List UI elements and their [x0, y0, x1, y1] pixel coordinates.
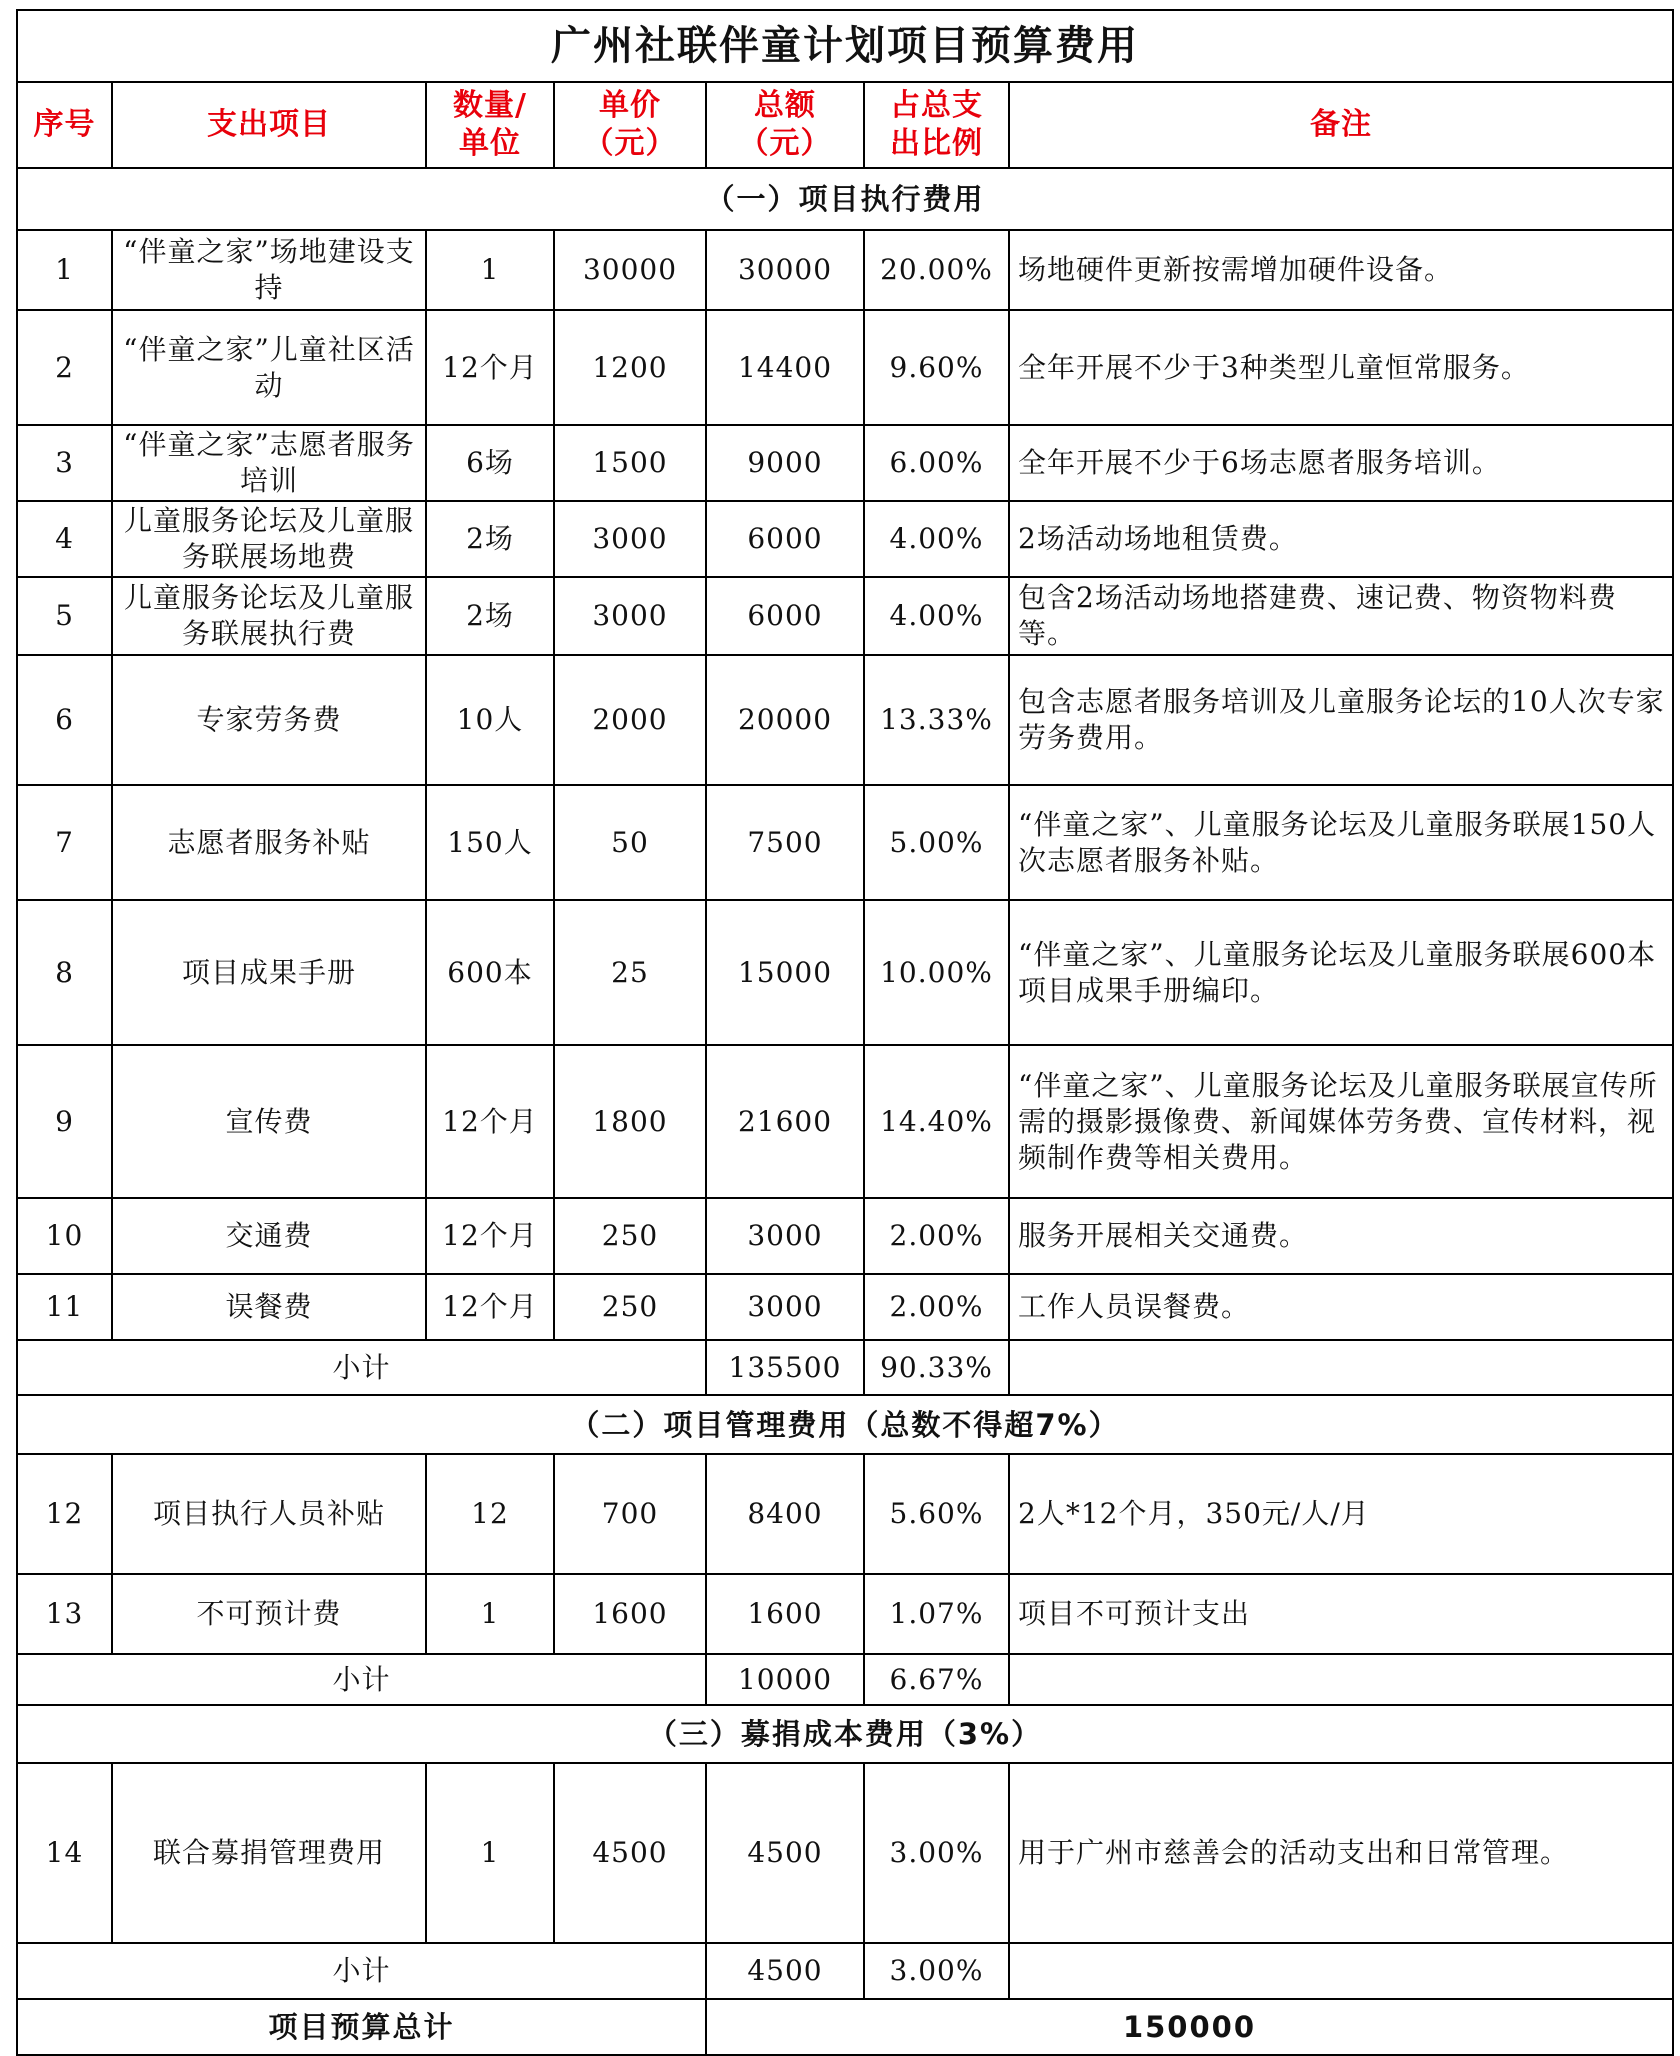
- table-row: [17, 900, 1673, 1045]
- subtotal-ratio: 6.67%: [864, 1654, 1009, 1705]
- subtotal-row-management: [17, 1654, 1673, 1705]
- subtotal-label: 小计: [17, 1943, 706, 1999]
- row-ratio: 1.07%: [864, 1574, 1009, 1654]
- subtotal-row-execution: [17, 1340, 1673, 1395]
- row-note: “伴童之家”、儿童服务论坛及儿童服务联展150人次志愿者服务补贴。: [1009, 785, 1673, 900]
- row-ratio: 4.00%: [864, 501, 1009, 577]
- header-note: 备注: [1009, 82, 1673, 168]
- row-unit-price: 250: [554, 1198, 706, 1274]
- header-row: [17, 82, 1673, 168]
- row-note: 包含2场活动场地搭建费、速记费、物资物料费等。: [1009, 577, 1673, 655]
- row-note: 全年开展不少于3种类型儿童恒常服务。: [1009, 310, 1673, 425]
- row-unit-price: 1600: [554, 1574, 706, 1654]
- table-row: [17, 655, 1673, 785]
- section-title-fundraising: （三）募捐成本费用（3%）: [17, 1705, 1673, 1763]
- row-qty: 12: [426, 1454, 554, 1574]
- row-unit-price: 1200: [554, 310, 706, 425]
- section-execution-rows: [17, 230, 1673, 1340]
- row-item: 宣传费: [112, 1045, 426, 1198]
- header-item: 支出项目: [112, 82, 426, 168]
- row-ratio: 13.33%: [864, 655, 1009, 785]
- row-seq: 1: [17, 230, 112, 310]
- subtotal-ratio: 90.33%: [864, 1340, 1009, 1395]
- row-total: 3000: [706, 1198, 864, 1274]
- row-item: 不可预计费: [112, 1574, 426, 1654]
- subtotal-total: 10000: [706, 1654, 864, 1705]
- grand-total-row: [17, 1999, 1673, 2055]
- budget-table: [16, 9, 1674, 2056]
- row-unit-price: 30000: [554, 230, 706, 310]
- subtotal-label: 小计: [17, 1340, 706, 1395]
- row-unit-price: 250: [554, 1274, 706, 1340]
- row-ratio: 2.00%: [864, 1198, 1009, 1274]
- row-seq: 8: [17, 900, 112, 1045]
- table-row: [17, 1763, 1673, 1943]
- row-ratio: 20.00%: [864, 230, 1009, 310]
- row-note: “伴童之家”、儿童服务论坛及儿童服务联展600本项目成果手册编印。: [1009, 900, 1673, 1045]
- row-item: 项目成果手册: [112, 900, 426, 1045]
- grand-total-value: 150000: [706, 1999, 1673, 2055]
- row-seq: 6: [17, 655, 112, 785]
- table-row: [17, 1045, 1673, 1198]
- section-fundraising-rows: [17, 1763, 1673, 1943]
- row-item: “伴童之家”儿童社区活动: [112, 310, 426, 425]
- row-seq: 14: [17, 1763, 112, 1943]
- row-ratio: 9.60%: [864, 310, 1009, 425]
- row-unit-price: 25: [554, 900, 706, 1045]
- row-seq: 9: [17, 1045, 112, 1198]
- table-row: [17, 425, 1673, 501]
- row-item: 志愿者服务补贴: [112, 785, 426, 900]
- row-qty: 1: [426, 1763, 554, 1943]
- row-ratio: 2.00%: [864, 1274, 1009, 1340]
- row-qty: 10人: [426, 655, 554, 785]
- row-item: 儿童服务论坛及儿童服务联展场地费: [112, 501, 426, 577]
- grand-total-label: 项目预算总计: [17, 1999, 706, 2055]
- row-seq: 3: [17, 425, 112, 501]
- table-row: [17, 1274, 1673, 1340]
- header-ratio: 占总支 出比例: [864, 82, 1009, 168]
- row-seq: 11: [17, 1274, 112, 1340]
- row-item: 误餐费: [112, 1274, 426, 1340]
- subtotal-note: [1009, 1943, 1673, 1999]
- row-unit-price: 3000: [554, 501, 706, 577]
- row-note: 场地硬件更新按需增加硬件设备。: [1009, 230, 1673, 310]
- row-qty: 12个月: [426, 1045, 554, 1198]
- table-row: [17, 501, 1673, 577]
- row-total: 30000: [706, 230, 864, 310]
- row-item: 交通费: [112, 1198, 426, 1274]
- row-total: 4500: [706, 1763, 864, 1943]
- row-qty: 12个月: [426, 1198, 554, 1274]
- row-total: 7500: [706, 785, 864, 900]
- row-qty: 12个月: [426, 1274, 554, 1340]
- row-seq: 10: [17, 1198, 112, 1274]
- header-seq: 序号: [17, 82, 112, 168]
- subtotal-ratio: 3.00%: [864, 1943, 1009, 1999]
- row-unit-price: 1500: [554, 425, 706, 501]
- row-item: 项目执行人员补贴: [112, 1454, 426, 1574]
- row-qty: 150人: [426, 785, 554, 900]
- table-row: [17, 1198, 1673, 1274]
- row-total: 20000: [706, 655, 864, 785]
- row-seq: 4: [17, 501, 112, 577]
- row-qty: 12个月: [426, 310, 554, 425]
- row-note: 2场活动场地租赁费。: [1009, 501, 1673, 577]
- table-row: [17, 577, 1673, 655]
- subtotal-row-fundraising: [17, 1943, 1673, 1999]
- row-note: 包含志愿者服务培训及儿童服务论坛的10人次专家劳务费用。: [1009, 655, 1673, 785]
- row-item: “伴童之家”场地建设支持: [112, 230, 426, 310]
- section-title-management: （二）项目管理费用（总数不得超7%）: [17, 1395, 1673, 1454]
- row-qty: 6场: [426, 425, 554, 501]
- row-qty: 600本: [426, 900, 554, 1045]
- row-note: 项目不可预计支出: [1009, 1574, 1673, 1654]
- row-seq: 7: [17, 785, 112, 900]
- row-unit-price: 50: [554, 785, 706, 900]
- header-unit-price: 单价 （元）: [554, 82, 706, 168]
- row-qty: 1: [426, 230, 554, 310]
- table-row: [17, 785, 1673, 900]
- table-row: [17, 310, 1673, 425]
- page-title: 广州社联伴童计划项目预算费用: [17, 10, 1673, 82]
- row-item: “伴童之家”志愿者服务培训: [112, 425, 426, 501]
- table-row: [17, 1454, 1673, 1574]
- header-qty: 数量/ 单位: [426, 82, 554, 168]
- table-row: [17, 230, 1673, 310]
- row-qty: 1: [426, 1574, 554, 1654]
- row-total: 21600: [706, 1045, 864, 1198]
- header-total: 总额 （元）: [706, 82, 864, 168]
- subtotal-total: 4500: [706, 1943, 864, 1999]
- table-row: [17, 1574, 1673, 1654]
- row-ratio: 4.00%: [864, 577, 1009, 655]
- row-item: 专家劳务费: [112, 655, 426, 785]
- row-ratio: 3.00%: [864, 1763, 1009, 1943]
- row-total: 15000: [706, 900, 864, 1045]
- row-note: 2人*12个月，350元/人/月: [1009, 1454, 1673, 1574]
- row-unit-price: 700: [554, 1454, 706, 1574]
- row-ratio: 10.00%: [864, 900, 1009, 1045]
- subtotal-note: [1009, 1654, 1673, 1705]
- row-note: 全年开展不少于6场志愿者服务培训。: [1009, 425, 1673, 501]
- row-seq: 2: [17, 310, 112, 425]
- row-seq: 12: [17, 1454, 112, 1574]
- row-note: “伴童之家”、儿童服务论坛及儿童服务联展宣传所需的摄影摄像费、新闻媒体劳务费、宣传材料，视频制作费等相关费用。: [1009, 1045, 1673, 1198]
- row-note: 用于广州市慈善会的活动支出和日常管理。: [1009, 1763, 1673, 1943]
- row-total: 3000: [706, 1274, 864, 1340]
- row-item: 联合募捐管理费用: [112, 1763, 426, 1943]
- row-ratio: 5.00%: [864, 785, 1009, 900]
- subtotal-total: 135500: [706, 1340, 864, 1395]
- row-total: 6000: [706, 501, 864, 577]
- row-total: 1600: [706, 1574, 864, 1654]
- row-ratio: 5.60%: [864, 1454, 1009, 1574]
- row-total: 9000: [706, 425, 864, 501]
- row-total: 14400: [706, 310, 864, 425]
- row-unit-price: 4500: [554, 1763, 706, 1943]
- row-qty: 2场: [426, 501, 554, 577]
- subtotal-note: [1009, 1340, 1673, 1395]
- row-total: 6000: [706, 577, 864, 655]
- row-seq: 13: [17, 1574, 112, 1654]
- row-total: 8400: [706, 1454, 864, 1574]
- row-ratio: 6.00%: [864, 425, 1009, 501]
- subtotal-label: 小计: [17, 1654, 706, 1705]
- row-unit-price: 3000: [554, 577, 706, 655]
- row-note: 工作人员误餐费。: [1009, 1274, 1673, 1340]
- row-unit-price: 1800: [554, 1045, 706, 1198]
- row-seq: 5: [17, 577, 112, 655]
- row-note: 服务开展相关交通费。: [1009, 1198, 1673, 1274]
- row-unit-price: 2000: [554, 655, 706, 785]
- row-ratio: 14.40%: [864, 1045, 1009, 1198]
- row-qty: 2场: [426, 577, 554, 655]
- section-title-execution: （一）项目执行费用: [17, 168, 1673, 230]
- section-management-rows: [17, 1454, 1673, 1654]
- row-item: 儿童服务论坛及儿童服务联展执行费: [112, 577, 426, 655]
